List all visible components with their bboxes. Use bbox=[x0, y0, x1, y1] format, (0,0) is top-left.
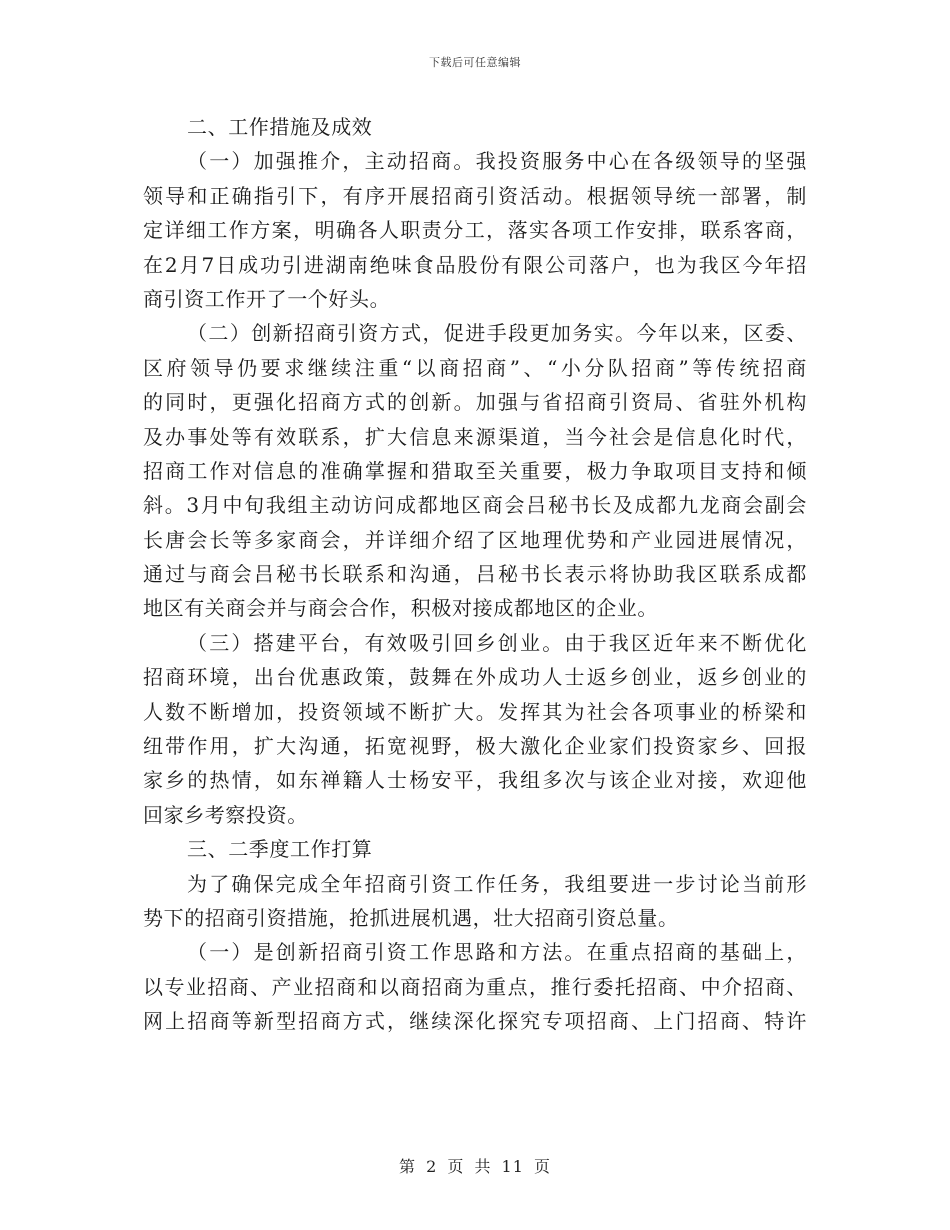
text-line: 地区有关商会并与商会合作，积极对接成都地区的企业。 bbox=[143, 596, 658, 621]
text-line: 区府领导仍要求继续注重“以商招商”、“小分队招商”等传统招商 bbox=[143, 355, 807, 380]
text-line: 在2月7日成功引进湖南绝味食品股份有限公司落户，也为我区今年招 bbox=[143, 252, 807, 277]
text-line: 斜。3月中旬我组主动访问成都地区商会吕秘书长及成都九龙商会副会 bbox=[143, 493, 807, 518]
text-line: 及办事处等有效联系，扩大信息来源渠道，当今社会是信息化时代， bbox=[143, 424, 807, 449]
text-line: 家乡的热情，如东禅籍人士杨安平，我组多次与该企业对接，欢迎他 bbox=[143, 768, 807, 793]
text-line: 长唐会长等多家商会，并详细介绍了区地理优势和产业园进展情况， bbox=[143, 527, 807, 552]
header-note: 下载后可任意编辑 bbox=[429, 56, 521, 69]
text-line: 定详细工作方案，明确各人职责分工，落实各项工作安排，联系客商， bbox=[143, 218, 807, 243]
text-line: （二）创新招商引资方式，促进手段更加务实。今年以来，区委、 bbox=[187, 321, 807, 346]
text-line: 通过与商会吕秘书长联系和沟通，吕秘书长表示将协助我区联系成都 bbox=[143, 562, 807, 587]
text-line: 领导和正确指引下，有序开展招商引资活动。根据领导统一部署，制 bbox=[143, 183, 807, 208]
text-line: 势下的招商引资措施，抢抓进展机遇，壮大招商引资总量。 bbox=[143, 905, 679, 930]
text-line: 为了确保完成全年招商引资工作任务，我组要进一步讨论当前形 bbox=[187, 871, 807, 896]
text-line: 招商环境，出台优惠政策，鼓舞在外成功人士返乡创业，返乡创业的 bbox=[143, 665, 807, 690]
text-line: （三）搭建平台，有效吸引回乡创业。由于我区近年来不断优化 bbox=[187, 630, 807, 655]
text-line: 商引资工作开了一个好头。 bbox=[143, 286, 391, 311]
text-line: 的同时，更强化招商方式的创新。加强与省招商引资局、省驻外机构 bbox=[143, 390, 807, 415]
text-line: 人数不断增加，投资领域不断扩大。发挥其为社会各项事业的桥梁和 bbox=[143, 699, 807, 724]
page-footer: 第 2 页 共 11 页 bbox=[399, 1157, 551, 1176]
text-line: 以专业招商、产业招商和以商招商为重点，推行委托招商、中介招商、 bbox=[143, 974, 807, 999]
text-line: 三、二季度工作打算 bbox=[187, 837, 373, 862]
text-line: 纽带作用，扩大沟通，拓宽视野，极大激化企业家们投资家乡、回报 bbox=[143, 734, 807, 759]
text-line: （一）是创新招商引资工作思路和方法。在重点招商的基础上， bbox=[187, 940, 807, 965]
document-body bbox=[143, 110, 807, 1039]
text-line: 招商工作对信息的准确掌握和猎取至关重要，极力争取项目支持和倾 bbox=[143, 458, 807, 483]
text-line: 网上招商等新型招商方式，继续深化探究专项招商、上门招商、特许 bbox=[143, 1009, 807, 1034]
text-line: 回家乡考察投资。 bbox=[143, 802, 308, 827]
text-line: 二、工作措施及成效 bbox=[187, 115, 373, 139]
text-line: （一）加强推介，主动招商。我投资服务中心在各级领导的坚强 bbox=[187, 149, 807, 174]
